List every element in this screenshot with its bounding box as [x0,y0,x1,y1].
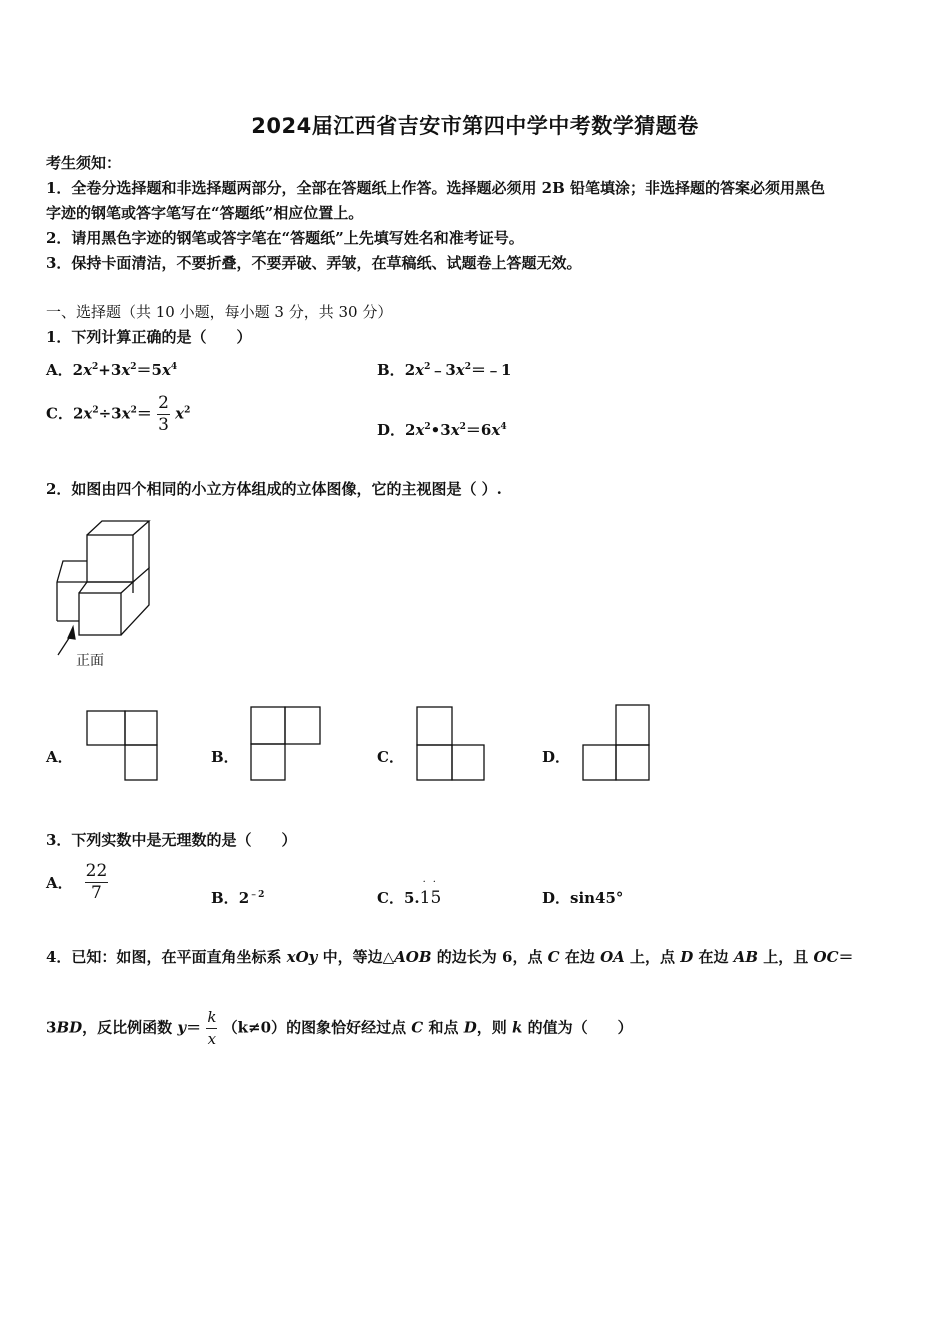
q2-option-a-figure[interactable] [86,710,160,782]
q2-option-d-label: D． [542,748,571,766]
q3-option-c: C．5.15 ·· [377,877,443,908]
q3-stem: 3．下列实数中是无理数的是（ ） [46,831,297,849]
notice-line-1a: 1．全卷分选择题和非选择题两部分，全部在答题纸上作答。选择题必须用 2B 铅笔填涂；非选择题的答案必须用黑色 [46,179,826,197]
q2-stem: 2．如图由四个相同的小立方体组成的立体图像，它的主视图是（ ）. [46,480,502,498]
q1-option-c: C．$2x^2\div 3x^2=$ $\frac{2}{3}$ $x^2$ [46,393,191,435]
q2-option-c-label: C． [377,748,404,766]
page-title: 2024届江西省吉安市第四中学中考数学猜题卷 [251,114,699,138]
q1-option-a: A．$2x^2+3x^2=5x^4$ [46,361,178,379]
q4-line-2: 3BD，反比例函数 y＝ $\frac{k}{x}$ （k≠0）的图象恰好经过点 C 和点 D，则 k 的值为（ ） [46,1008,633,1048]
notice-line-3: 3．保持卡面清洁，不要折叠，不要弄破、弄皱，在草稿纸、试题卷上答题无效。 [46,254,582,272]
q2-option-a-label: A． [46,748,73,766]
q2-option-b-figure[interactable] [250,706,322,782]
repeating-decimal: 15 ·· [419,877,443,908]
front-label: 正面 [76,653,104,669]
section-heading: 一、选择题（共 10 小题，每小题 3 分，共 30 分） [46,303,393,321]
q2-option-c-figure[interactable] [416,706,486,782]
notice-line-2: 2．请用黑色字迹的钢笔或答字笔在“答题纸”上先填写姓名和准考证号。 [46,229,524,247]
q3-option-d: D．sin45° [542,889,624,907]
q1-option-b: B．$2x^2﹣3x^2=﹣1$ [377,361,512,379]
cube-stack-figure [50,515,160,675]
q2-option-d-figure[interactable] [582,704,652,782]
q2-option-b-label: B． [211,748,239,766]
q1-stem: 1．下列计算正确的是（ ） [46,328,252,346]
q3-option-a: A． $\frac{22}{7}$ [46,861,108,903]
q1-c-fraction: $\frac{2}{3}$ [158,393,169,435]
notice-heading: 考生须知： [46,154,122,172]
q4-line-1: 4．已知：如图，在平面直角坐标系 xOy 中，等边△AOB 的边长为 6，点 C 在边 OA 上，点 D 在边 AB 上，且 OC＝ [46,948,854,966]
q3-option-b: B．$2^{﹣2}$ [211,889,265,907]
q3-a-fraction: $\frac{22}{7}$ [85,861,108,903]
notice-line-1b: 字迹的钢笔或答字笔写在“答题纸”相应位置上。 [46,204,364,222]
q1-option-d: D．$2x^2•3x^2=6x^4$ [377,421,507,439]
q4-k-over-x-fraction: $\frac{k}{x}$ [207,1008,217,1048]
